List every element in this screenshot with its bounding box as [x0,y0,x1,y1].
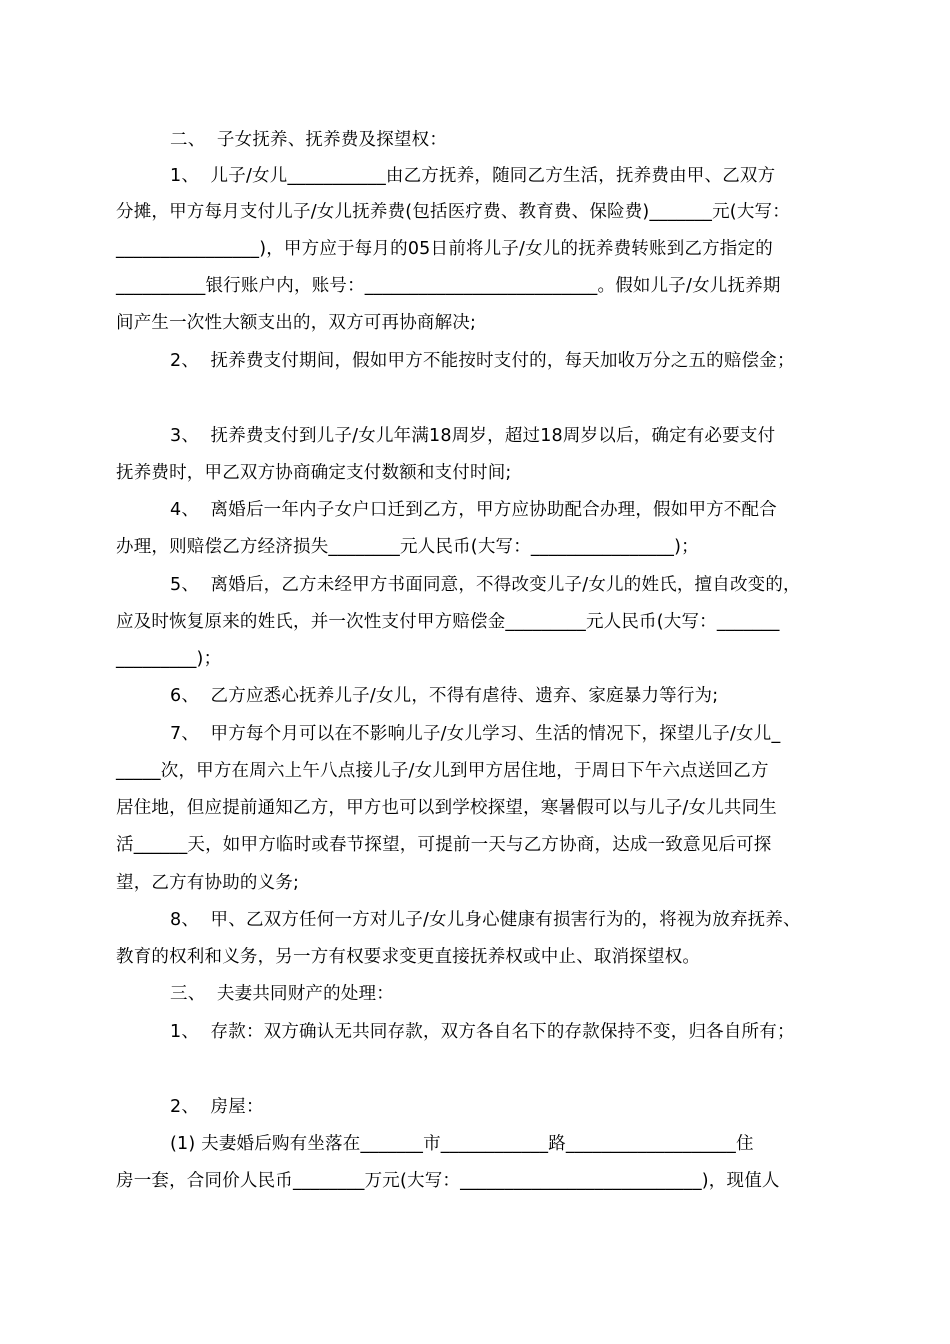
paragraph-line: 5、 离婚后，乙方未经甲方书面同意，不得改变儿子/女儿的姓氏，擅自改变的， [170,575,801,595]
paragraph-line: 1、 存款：双方确认无共同存款，双方各自名下的存款保持不变，归各自所有； [170,1022,795,1042]
paragraph-line: 抚养费时，甲乙双方协商确定支付数额和支付时间; [116,463,512,483]
paragraph-line: 间产生一次性大额支出的，双方可再协商解决; [116,313,477,333]
paragraph-line: 活______天，如甲方临时或春节探望，可提前一天与乙方协商，达成一致意见后可探 [116,835,772,855]
paragraph-line: 2、 抚养费支付期间，假如甲方不能按时支付的，每天加收万分之五的赔偿金； [170,351,795,371]
paragraph-line: (1) 夫妻婚后购有坐落在_______市____________路___________________住 [170,1134,754,1154]
paragraph-line: 8、 甲、乙双方任何一方对儿子/女儿身心健康有损害行为的，将视为放弃抚养、 [170,910,801,930]
paragraph-line: 教育的权利和义务，另一方有权要求变更直接抚养权或中止、取消探望权。 [116,947,701,967]
paragraph-line: 1、 儿子/女儿___________由乙方抚养，随同乙方生活，抚养费由甲、乙双方 [170,166,776,186]
paragraph-line: _________)； [116,649,222,669]
section-heading-joint-property: 三、 夫妻共同财产的处理： [170,984,394,1004]
paragraph-line: _____次，甲方在周六上午八点接儿子/女儿到甲方居住地，于周日下午六点送回乙方 [116,761,769,781]
paragraph-line: 4、 离婚后一年内子女户口迁到乙方，甲方应协助配合办理，假如甲方不配合 [170,500,777,520]
section-heading-child-custody: 二、 子女抚养、抚养费及探望权： [170,130,448,150]
paragraph-line: 3、 抚养费支付到儿子/女儿年满18周岁，超过18周岁以后，确定有必要支付 [170,426,776,446]
paragraph-line: 望，乙方有协助的义务; [116,873,300,893]
paragraph-line: __________银行账户内，账号：__________________________。假如儿子/女儿抚养期 [116,276,781,296]
paragraph-line: 房一套，合同价人民币________万元(大写：___________________________)，现值人 [116,1171,780,1191]
paragraph-line: 居住地，但应提前通知乙方，甲方也可以到学校探望，寒暑假可以与儿子/女儿共同生 [116,798,777,818]
subsection-heading-house: 2、 房屋： [170,1097,264,1117]
paragraph-line: 6、 乙方应悉心抚养儿子/女儿，不得有虐待、遗弃、家庭暴力等行为; [170,686,719,706]
paragraph-line: 办理，则赔偿乙方经济损失________元人民币(大写：________________)； [116,537,699,557]
paragraph-line: 分摊，甲方每月支付儿子/女儿抚养费(包括医疗费、教育费、保险费)_______元(大写： [116,202,790,222]
paragraph-line: ________________)，甲方应于每月的05日前将儿子/女儿的抚养费转账到乙方指定的 [116,239,773,259]
paragraph-line: 应及时恢复原来的姓氏，并一次性支付甲方赔偿金_________元人民币(大写：_______ [116,612,780,632]
paragraph-line: 7、 甲方每个月可以在不影响儿子/女儿学习、生活的情况下，探望儿子/女儿_ [170,724,781,744]
